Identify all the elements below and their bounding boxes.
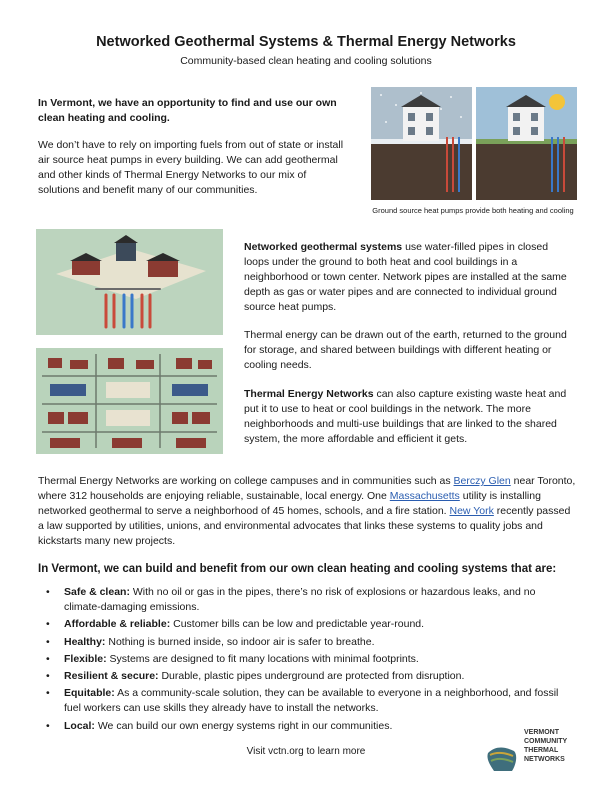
networked-geothermal-paragraph: Networked geothermal systems use water-filled pipes in closed loops under the ground to both heat and cool buildings in a neighborhood or town center. Network pipes are installed at the same depth as gas or water pipes and are connected to individual ground source heat pumps. bbox=[244, 241, 567, 313]
thermal-energy-paragraph: Thermal energy can be drawn out of the earth, returned to the ground for storage, and shared between buildings with different heating or cooling needs. bbox=[244, 329, 567, 371]
thermal-energy-networks-paragraph: Thermal Energy Networks can also capture existing waste heat and put it to use to heat or cool buildings in the network. The more neighborhoods and multi-use buildings that are linked to the shared system, the more affordable and efficient it gets. bbox=[244, 388, 567, 445]
heat-pump-illustration bbox=[371, 87, 577, 200]
list-item: • Affordable & reliable: Customer bills can be low and predictable year-round. bbox=[46, 617, 566, 632]
benefits-list bbox=[46, 585, 566, 736]
intro-heading: In Vermont, we have an opportunity to find and use our own clean heating and cooling. bbox=[38, 97, 337, 124]
list-item: • Local: We can build our own energy systems right in our communities. bbox=[46, 719, 566, 734]
page-title: Networked Geothermal Systems & Thermal Energy Networks bbox=[96, 34, 516, 50]
list-item: • Healthy: Nothing is burned inside, so indoor air is safer to breathe. bbox=[46, 635, 566, 650]
list-item: • Flexible: Systems are designed to fit many locations with minimal footprints. bbox=[46, 652, 566, 667]
footer-text: Visit vctn.org to learn more bbox=[246, 746, 366, 757]
new-york-link[interactable]: New York bbox=[449, 505, 494, 517]
list-item: • Resilient & secure: Durable, plastic pipes underground are protected from disruption. bbox=[46, 669, 566, 684]
berczy-glen-link[interactable]: Berczy Glen bbox=[453, 475, 511, 487]
geothermal-loop-illustration bbox=[36, 229, 223, 335]
page-subtitle: Community-based clean heating and cooling solutions bbox=[180, 55, 432, 67]
examples-paragraph: Thermal Energy Networks are working on college campuses and in communities such as Berczy Glen near Toronto, where 312 households are enjoying reliable, sustainable, local energy. One Massachusetts utility is installing networked geothermal to serve a neighborhood of 45 homes, schools, and a fire station. New York recently passed a law supported by utilities, unions, and environmental advocates that links these systems to quality jobs and kickstarts many new projects. bbox=[38, 475, 576, 547]
intro-paragraph: We don’t have to rely on importing fuels from out of state or install air source heat pumps in every building. We can add geothermal and other kinds of Thermal Energy Networks to our mix of solutions and benefit many of our communities. bbox=[38, 139, 344, 196]
logo-text: VERMONT COMMUNITY THERMAL NETWORKS bbox=[524, 729, 568, 763]
thermal-network-map-illustration bbox=[36, 348, 223, 454]
list-item: • Safe & clean: With no oil or gas in the pipes, there’s no risk of explosions or hazardous leaks, and no climate-damaging emissions. bbox=[46, 585, 566, 615]
list-item: • Equitable: As a community-scale solution, they can be available to everyone in a neighborhood, and fossil fuel workers can use skills they already have to install the networks. bbox=[46, 686, 566, 716]
benefits-heading: In Vermont, we can build and benefit from our own clean heating and cooling systems that are: bbox=[38, 563, 557, 575]
massachusetts-link[interactable]: Massachusetts bbox=[389, 490, 460, 502]
figure-caption: Ground source heat pumps provide both heating and cooling bbox=[372, 206, 574, 215]
